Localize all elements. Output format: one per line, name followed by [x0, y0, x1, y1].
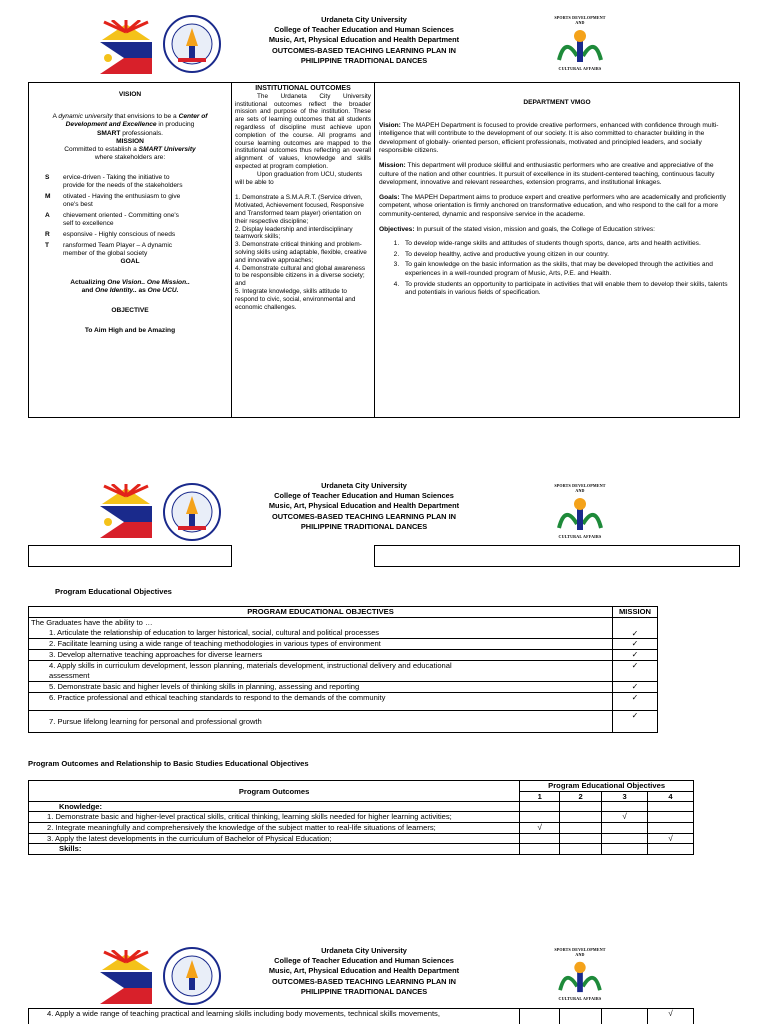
flag-logo: [96, 950, 156, 1009]
peo-check: ✓: [613, 618, 658, 639]
university-name: Urdaneta City University: [321, 15, 407, 24]
flag-logo: [96, 484, 156, 543]
po-cell: [560, 833, 602, 844]
po-table: [28, 780, 694, 855]
smart-item: [35, 193, 185, 209]
vmgo-vision-label: Vision:: [379, 121, 401, 129]
mission-text-smart: SMART University: [138, 146, 196, 154]
plan-title: OUTCOMES-BASED TEACHING LEARNING PLAN IN: [272, 45, 456, 55]
po-cell: [560, 802, 602, 812]
vmgo-mission-label: Mission:: [379, 161, 406, 169]
peo-header-mission: MISSION: [613, 607, 658, 618]
po-table-continued: [28, 1008, 694, 1024]
vmgo-goals: [379, 194, 735, 220]
po-header-row: [29, 781, 694, 792]
peo-row-text: 7. Pursue lifelong learning for personal and professional growth: [29, 711, 613, 733]
po-check: √: [648, 833, 694, 844]
peo-table: [28, 606, 658, 733]
vision-mission-box: [28, 82, 232, 418]
sports-logo-bottom: CULTURAL AFFAIRS: [558, 533, 602, 539]
peo-row-text: 6. Practice professional and ethical teaching standards to respond to the demands of the community: [29, 693, 613, 711]
table-row: [29, 682, 658, 693]
vision-text-a: A: [52, 113, 59, 121]
vision-text-smart: SMART: [97, 129, 121, 137]
table-row: [29, 618, 658, 639]
page1-header: [214, 15, 514, 66]
vision-text-b: that envisions to be a: [112, 113, 179, 121]
skills-label: Skills:: [29, 844, 520, 854]
po-cell: [648, 802, 694, 812]
sports-logo-bottom: CULTURAL AFFAIRS: [558, 65, 602, 71]
table-row: [29, 833, 694, 844]
sports-logo-and: AND: [575, 487, 585, 493]
goal-text-c: as: [136, 286, 148, 294]
mission-text-a: Committed to establish a: [64, 146, 139, 154]
smart-letter: A: [45, 212, 50, 220]
university-name: Urdaneta City University: [321, 481, 407, 490]
po-cell: [520, 812, 560, 823]
table-row: [29, 693, 658, 711]
goal-text-b: and: [81, 286, 96, 294]
institutional-item: 4. Demonstrate cultural and global awareness to be responsible citizens in a diverse society; and: [235, 264, 366, 288]
smart-letter: M: [45, 193, 51, 201]
po-cell: [560, 1009, 602, 1024]
po-heading: Program Outcomes and Relationship to Basic Studies Educational Objectives: [28, 759, 309, 768]
smart-text: chievement oriented - Committing one's self to excellence: [63, 212, 179, 228]
po-check: √: [520, 822, 560, 833]
mission-text: [35, 146, 225, 162]
peo-check: ✓: [613, 650, 658, 661]
vmgo-goals-label: Goals:: [379, 193, 400, 201]
po-cell: [560, 844, 602, 854]
peo-number: 3: [602, 792, 648, 802]
po-cell: [602, 1009, 648, 1024]
smart-text: ransformed Team Player – A dynamic member of the global society: [63, 242, 173, 258]
peo-check: ✓: [613, 661, 658, 682]
po-row-text: 3. Apply the latest developments in the curriculum of Bachelor of Physical Education;: [29, 833, 520, 844]
torch-icon: [555, 958, 605, 994]
po-row-text: 4. Apply a wide range of teaching practical and learning skills including body movements, technical skills movements,: [29, 1009, 520, 1024]
institutional-item: 3. Demonstrate critical thinking and problem-solving skills using adaptable, flexible, creative and innovative approaches;: [235, 241, 367, 264]
smart-item: [35, 242, 185, 258]
table-row: [29, 650, 658, 661]
sports-cultural-logo: [540, 484, 620, 544]
page2-header: [214, 481, 514, 532]
po-cell: [520, 844, 560, 854]
po-header-outcomes: Program Outcomes: [29, 781, 520, 802]
institutional-outcomes-box: [231, 82, 375, 418]
university-seal-logo: [162, 482, 222, 545]
sports-logo-and: AND: [575, 951, 585, 957]
college-name: College of Teacher Education and Human Sciences: [274, 956, 454, 966]
goal-one-ucu: One UCU.: [147, 286, 179, 294]
table-row: [29, 711, 658, 733]
vmgo-vision: [379, 122, 735, 156]
vision-text-c: in producing: [156, 121, 195, 129]
vmgo-objectives-text: In pursuit of the stated vision, mission and goals, the College of Education strives:: [414, 225, 655, 233]
sports-logo-and: AND: [575, 19, 585, 25]
po-cell: [648, 822, 694, 833]
po-cell: [648, 844, 694, 854]
peo-check: ✓: [613, 639, 658, 650]
vmgo-objective-item: 2. To develop healthy, active and productive young citizen in our country.: [401, 251, 735, 260]
goal-text-a: Actualizing: [70, 278, 108, 286]
sports-cultural-logo: [540, 16, 620, 76]
department-name: Music, Art, Physical Education and Health Department: [268, 966, 460, 976]
peo-row-text: 2. Facilitate learning using a wide range of teaching methodologies in various types of environment: [29, 639, 613, 650]
sports-logo-top: SPORTS DEVELOPMENT: [554, 15, 606, 20]
po-cell: [602, 844, 648, 854]
torch-icon: [555, 26, 605, 64]
vision-text-dynamic: dynamic university: [58, 113, 113, 121]
sports-logo-bottom: CULTURAL AFFAIRS: [558, 995, 602, 1001]
institutional-para2: Upon graduation from UCU, students will be able to: [235, 170, 363, 186]
department-name: Music, Art, Physical Education and Health Department: [268, 35, 460, 45]
objective-text: To Aim High and be Amazing: [84, 327, 176, 335]
peo-check: ✓: [613, 711, 658, 733]
peo-header-row: [29, 607, 658, 618]
vmgo-mission: [379, 162, 735, 188]
po-cell: [520, 833, 560, 844]
torch-icon: [555, 494, 605, 532]
college-name: College of Teacher Education and Human Sciences: [274, 25, 454, 35]
table-row: [29, 661, 658, 682]
po-cell: [560, 822, 602, 833]
table-row: [29, 802, 694, 812]
peo-row-text: 1. Articulate the relationship of education to larger historical, social, cultural and political processes: [49, 628, 380, 638]
vmgo-objective-item: 1. To develop wide-range skills and attitudes of students though sports, dance, arts and health activities.: [401, 240, 735, 249]
mission-text-b: where stakeholders are:: [94, 154, 166, 162]
institutional-title: INSTITUTIONAL OUTCOMES: [255, 85, 351, 92]
institutional-item: 1. Demonstrate a S.M.A.R.T. (Service driven, Motivated, Achievement focused, Responsive and Transformed team player) orientation on their respective discipline;: [235, 194, 364, 225]
goal-text: [35, 279, 225, 295]
peo-number: 2: [560, 792, 602, 802]
table-row: [29, 812, 694, 823]
institutional-para1: The Urdaneta City University institutional outcomes reflect the broader mission and purpose of the institution. These are sets of learning outcomes that all students regardless of discipline must achieve upon completion of the course. All programs and course learning outcomes are mapped to the institutional outcomes thus reflecting an overall alignment of values, knowledge and skills expected at program completion.: [235, 92, 371, 170]
vmgo-objectives-list: [401, 240, 735, 298]
vmgo-vision-text: The MAPEH Department is focused to provide creative performers, enhanced with confidence through multi-intelligence that will contribute to the development of our society. It is also committed to character building in the development of globally- oriented person, efficient professionals, motivated and principled leaders, and socially responsible citizens.: [379, 121, 719, 155]
goal-title: GOAL: [120, 258, 140, 266]
peo-row-text: 3. Develop alternative teaching approaches for diverse learners: [29, 650, 613, 661]
po-cell: [560, 812, 602, 823]
sports-logo-top: SPORTS DEVELOPMENT: [554, 483, 606, 488]
university-name: Urdaneta City University: [321, 946, 407, 955]
po-row-text: 1. Demonstrate basic and higher-level practical skills, critical thinking, learning skills needed for higher learning activities;: [29, 812, 520, 823]
vmgo-objective-item: 3. To gain knowledge on the basic information as the skills, that may be developed through the activities and experiences in a well-rounded program of Music, Arts, P.E. and Health.: [401, 261, 735, 278]
smart-letter: R: [45, 231, 50, 239]
page3-header: [214, 946, 514, 997]
institutional-item: 5. Integrate knowledge, skills attitude to respond to civic, social, environmental and economic challenges.: [235, 287, 356, 311]
po-cell: [602, 822, 648, 833]
po-row-text: 2. Integrate meaningfully and comprehensively the knowledge of the subject matter to real-life situations of learners;: [29, 822, 520, 833]
objective-title: OBJECTIVE: [111, 307, 149, 315]
peo-heading: Program Educational Objectives: [55, 587, 172, 596]
sports-logo-top: SPORTS DEVELOPMENT: [554, 947, 606, 952]
knowledge-label: Knowledge:: [29, 802, 520, 812]
subject-title: PHILIPPINE TRADITIONAL DANCES: [300, 986, 428, 996]
peo-check: ✓: [613, 682, 658, 693]
po-header-peo: Program Educational Objectives: [520, 781, 694, 792]
college-name: College of Teacher Education and Human Sciences: [274, 491, 454, 501]
institutional-item: 2. Display leadership and interdisciplinary teamwork skills;: [235, 225, 353, 241]
vision-text-d: professionals.: [120, 129, 163, 137]
table-row: [29, 822, 694, 833]
vmgo-goals-text: The MAPEH Department aims to produce expert and creative performers who are academically and proficiently competent, whose orientation is firmly anchored on transformative education, and who respond to the call for a more community-centered, dynamic and responsive service in the academe.: [379, 193, 726, 218]
smart-text: otivated - Having the enthusiasm to give one's best: [63, 193, 181, 209]
empty-box-left: [28, 545, 232, 567]
peo-header-objectives: PROGRAM EDUCATIONAL OBJECTIVES: [29, 607, 613, 618]
po-cell: [602, 833, 648, 844]
peo-cell: [29, 618, 613, 639]
smart-letter: T: [45, 242, 50, 250]
subject-title: PHILIPPINE TRADITIONAL DANCES: [300, 521, 428, 531]
mission-title: MISSION: [116, 137, 144, 145]
smart-text: esponsive - Highly conscious of needs: [63, 231, 176, 239]
vmgo-objective-item: 4. To provide students an opportunity to participate in activities that will enable them to develop their skills, talents and potentials in various fields of specification.: [401, 281, 735, 298]
goal-one-vision: One Vision.. One Mission..: [107, 278, 190, 286]
smart-item: [35, 231, 185, 239]
vmgo-title: DEPARTMENT VMGO: [523, 99, 591, 106]
peo-row-text: 4. Apply skills in curriculum development, lesson planning, materials development, instructional delivery and educational assessment: [29, 661, 613, 682]
department-name: Music, Art, Physical Education and Health Department: [268, 501, 460, 511]
peo-row-text: 5. Demonstrate basic and higher levels of thinking skills in planning, assessing and reporting: [29, 682, 613, 693]
peo-number: 1: [520, 792, 560, 802]
vmgo-objectives: [379, 226, 735, 235]
peo-check: ✓: [613, 693, 658, 711]
po-cell: [520, 802, 560, 812]
plan-title: OUTCOMES-BASED TEACHING LEARNING PLAN IN: [272, 511, 456, 521]
po-cell: [520, 1009, 560, 1024]
table-row: [29, 639, 658, 650]
goal-one-identity: One Identity..: [95, 286, 137, 294]
po-cell: [602, 802, 648, 812]
plan-title: OUTCOMES-BASED TEACHING LEARNING PLAN IN: [272, 976, 456, 986]
department-vmgo-box: [374, 82, 740, 418]
smart-letter: S: [45, 174, 50, 182]
smart-item: [35, 212, 185, 228]
peo-number: 4: [648, 792, 694, 802]
flag-logo: [96, 20, 156, 79]
po-check: √: [602, 812, 648, 823]
university-seal-logo: [162, 946, 222, 1009]
peo-intro: The Graduates have the ability to …: [31, 618, 153, 627]
empty-box-right: [374, 545, 740, 567]
po-check: √: [648, 1009, 694, 1024]
vision-title: VISION: [118, 91, 142, 98]
smart-list: [35, 174, 225, 258]
subject-title: PHILIPPINE TRADITIONAL DANCES: [300, 55, 428, 65]
vmgo-mission-text: This department will produce skillful and enthusiastic performers who are creative and appreciative of the culture of the nation and other countries. It pursuit of excellence in its student-centered teaching, continuous faculty development, innovative and relevant researches, extension programs, and institutional linkages.: [379, 161, 715, 187]
vision-text: [35, 113, 225, 138]
vmgo-objectives-label: Objectives:: [379, 225, 415, 233]
smart-item: [35, 174, 185, 190]
smart-text: ervice-driven - Taking the initiative to provide for the needs of the stakeholders: [63, 174, 183, 190]
university-seal-logo: [162, 14, 222, 77]
po-cell: [648, 812, 694, 823]
table-row: [29, 1009, 694, 1024]
sports-cultural-logo: [540, 948, 620, 1008]
vision-text-center: Center of Development and Excellence: [65, 113, 208, 129]
table-row: [29, 844, 694, 854]
